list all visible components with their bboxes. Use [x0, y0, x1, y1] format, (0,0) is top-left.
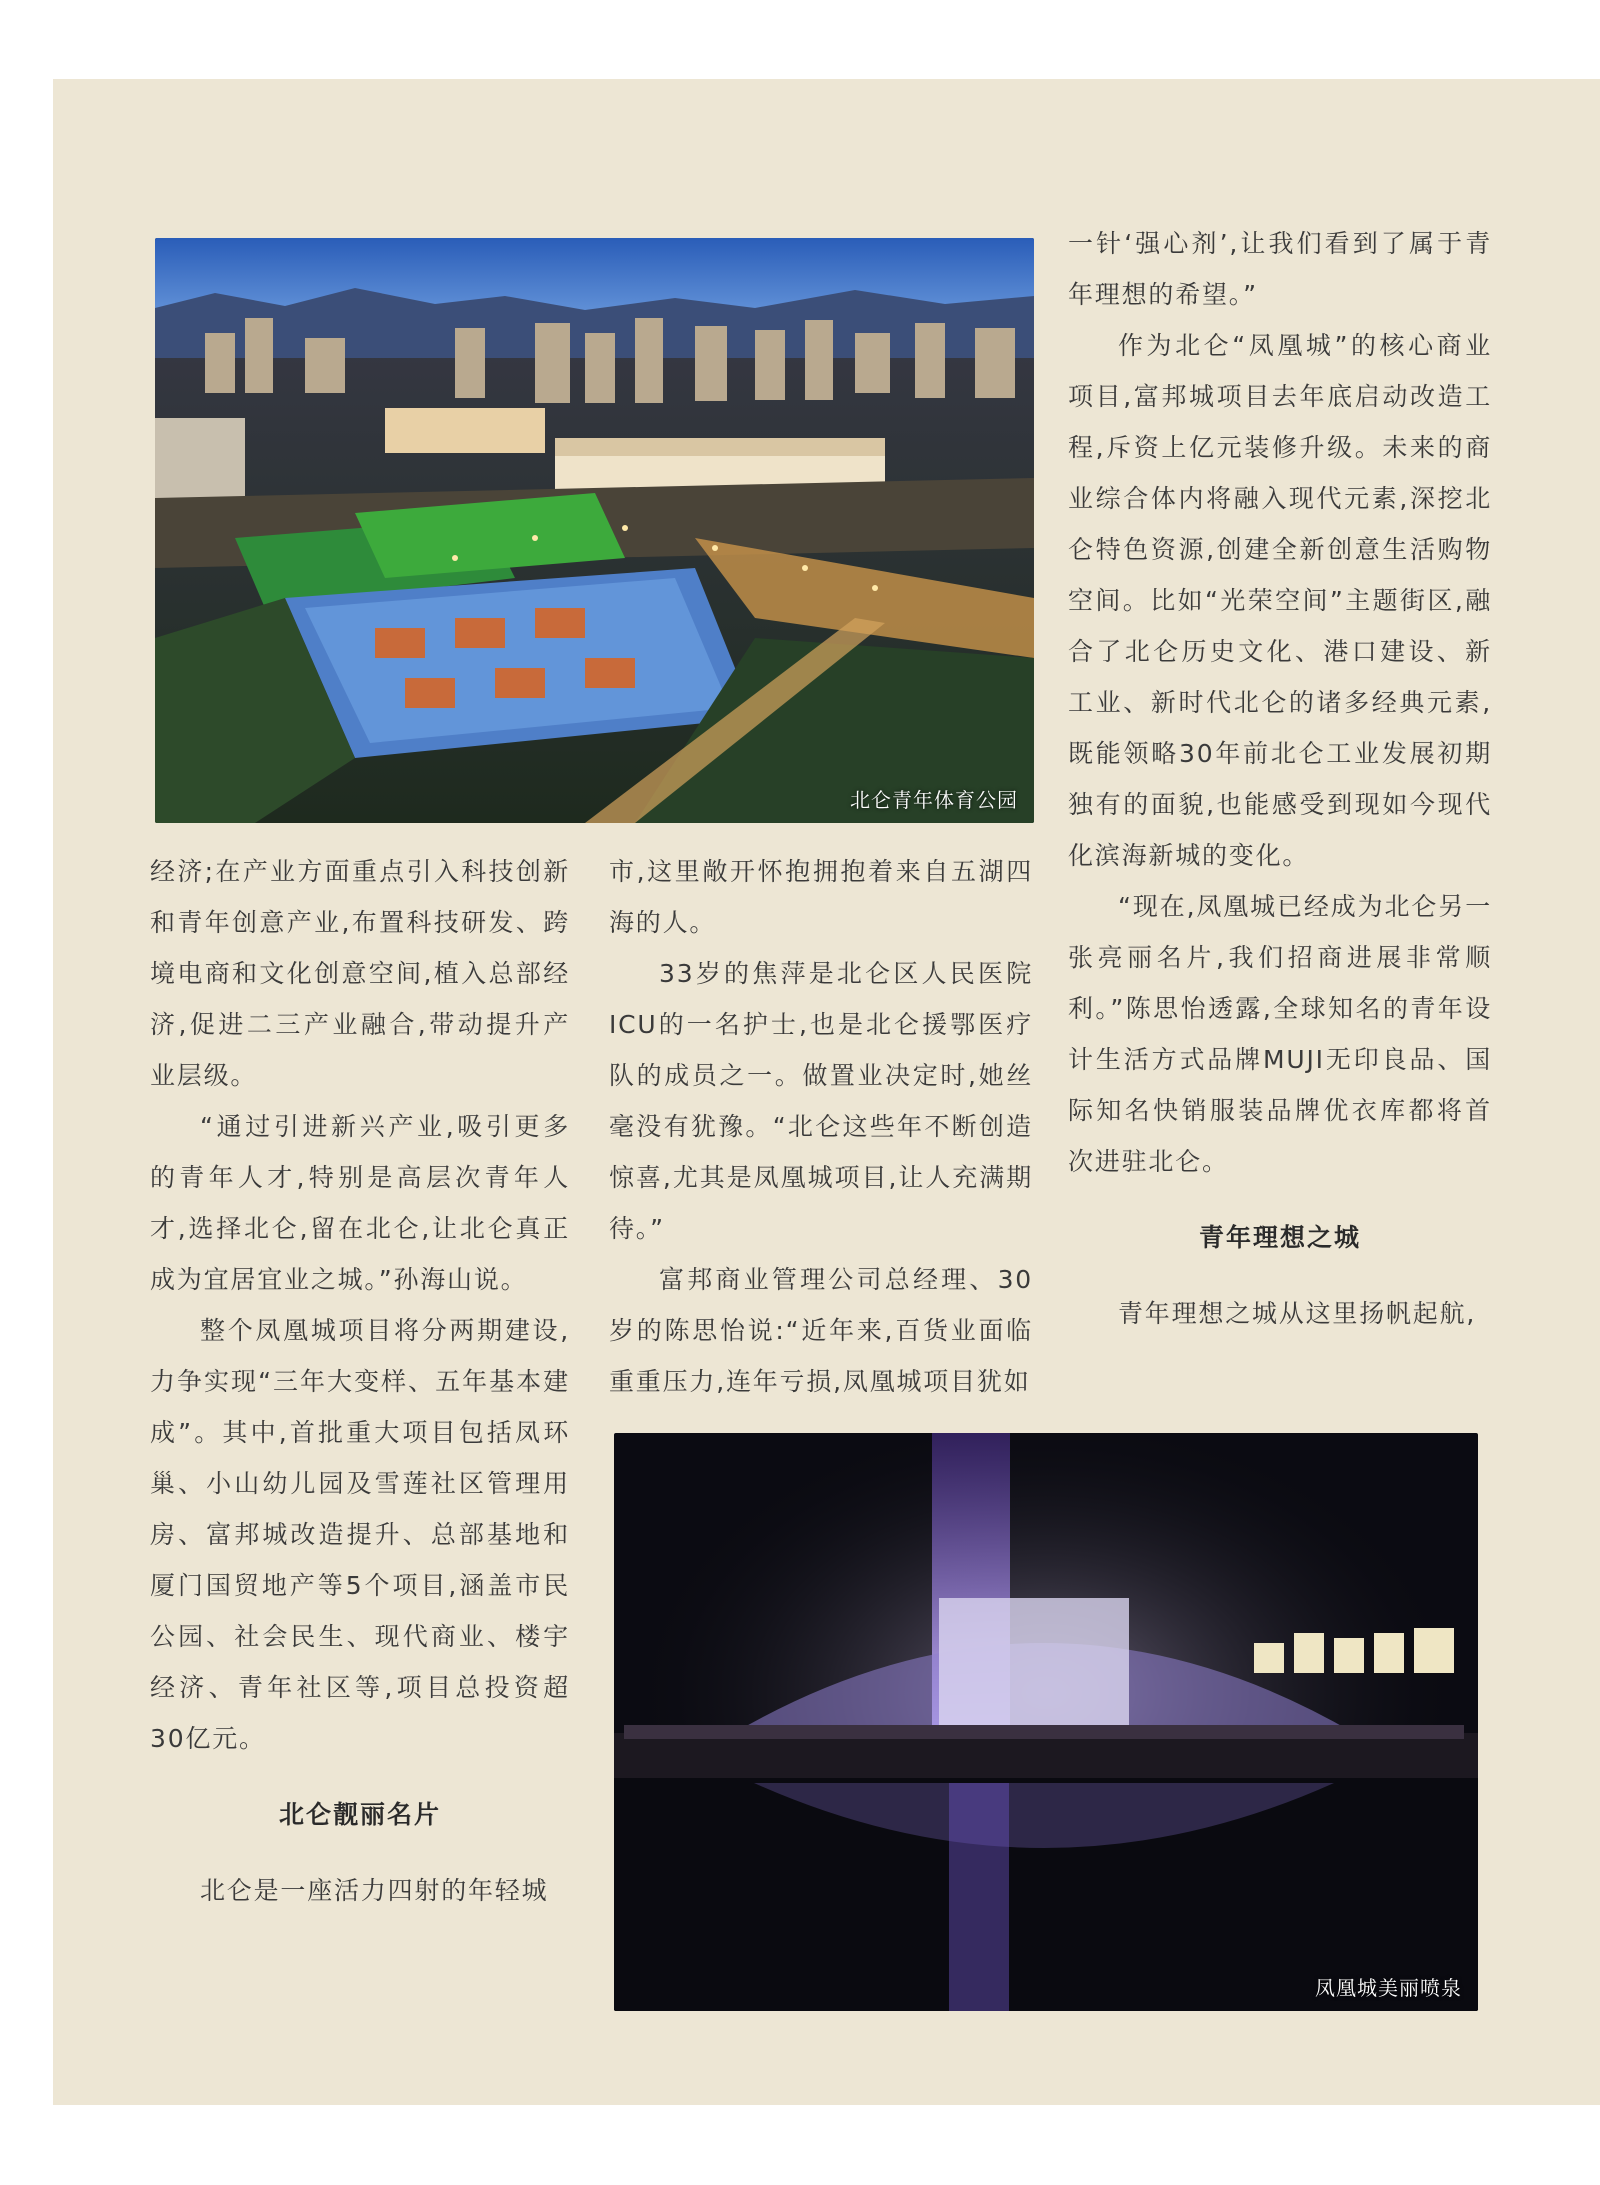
text-column-right	[1068, 218, 1492, 1339]
section-heading: 北仑靓丽名片	[278, 1800, 441, 1829]
fountain-illustration	[614, 1433, 1478, 2011]
paragraph: 作为北仑“凤凰城”的核心商业项目,富邦城项目去年底启动改造工程,斥资上亿元装修升级。未来的商业综合体内将融入现代元素,深挖北仑特色资源,创建全新创意生活购物空间。比如“光荣空间”主题街区,融合了北仑历史文化、港口建设、新工业、新时代北仑的诸多经典元素,既能领略30年前北仑工业发展初期独有的面貌,也能感受到现如今现代化滨海新城的变化。	[1068, 331, 1492, 870]
paragraph: 富邦商业管理公司总经理、30岁的陈思怡说:“近年来,百货业面临重重压力,连年亏损,凤凰城项目犹如	[609, 1265, 1033, 1396]
text-column-left	[150, 846, 570, 1916]
paragraph: 整个凤凰城项目将分两期建设,力争实现“三年大变样、五年基本建成”。其中,首批重大项目包括凤环巢、小山幼儿园及雪莲社区管理用房、富邦城改造提升、总部基地和厦门国贸地产等5个项目,涵盖市民公园、社会民生、现代商业、楼宇经济、青年社区等,项目总投资超30亿元。	[150, 1316, 570, 1753]
photo-caption-sports-park: 北仑青年体育公园	[850, 788, 1018, 812]
paragraph: 青年理想之城从这里扬帆起航,	[1118, 1299, 1477, 1328]
paragraph: 33岁的焦萍是北仑区人民医院ICU的一名护士,也是北仑援鄂医疗队的成员之一。做置业决定时,她丝毫没有犹豫。“北仑这些年不断创造惊喜,尤其是凤凰城项目,让人充满期待。”	[609, 959, 1033, 1243]
paragraph: 经济;在产业方面重点引入科技创新和青年创意产业,布置科技研发、跨境电商和文化创意空间,植入总部经济,促进二三产业融合,带动提升产业层级。	[150, 857, 570, 1090]
paragraph: 市,这里敞开怀抱拥抱着来自五湖四海的人。	[609, 857, 1033, 937]
paragraph: 一针‘强心剂’,让我们看到了属于青年理想的希望。”	[1068, 229, 1492, 309]
sports-park-illustration	[155, 238, 1034, 823]
photo-caption-fountain: 凤凰城美丽喷泉	[1315, 1976, 1462, 2000]
paragraph: “通过引进新兴产业,吸引更多的青年人才,特别是高层次青年人才,选择北仑,留在北仑,让北仑真正成为宜居宜业之城。”孙海山说。	[150, 1112, 570, 1294]
paragraph: 北仑是一座活力四射的年轻城	[200, 1876, 549, 1905]
photo-sports-park	[155, 238, 1034, 823]
text-column-middle	[609, 846, 1033, 1407]
photo-fountain	[614, 1433, 1478, 2011]
paragraph: “现在,凤凰城已经成为北仑另一张亮丽名片,我们招商进展非常顺利。”陈思怡透露,全球知名的青年设计生活方式品牌MUJI无印良品、国际知名快销服装品牌优衣库都将首次进驻北仑。	[1068, 892, 1492, 1176]
section-heading: 青年理想之城	[1198, 1223, 1361, 1252]
